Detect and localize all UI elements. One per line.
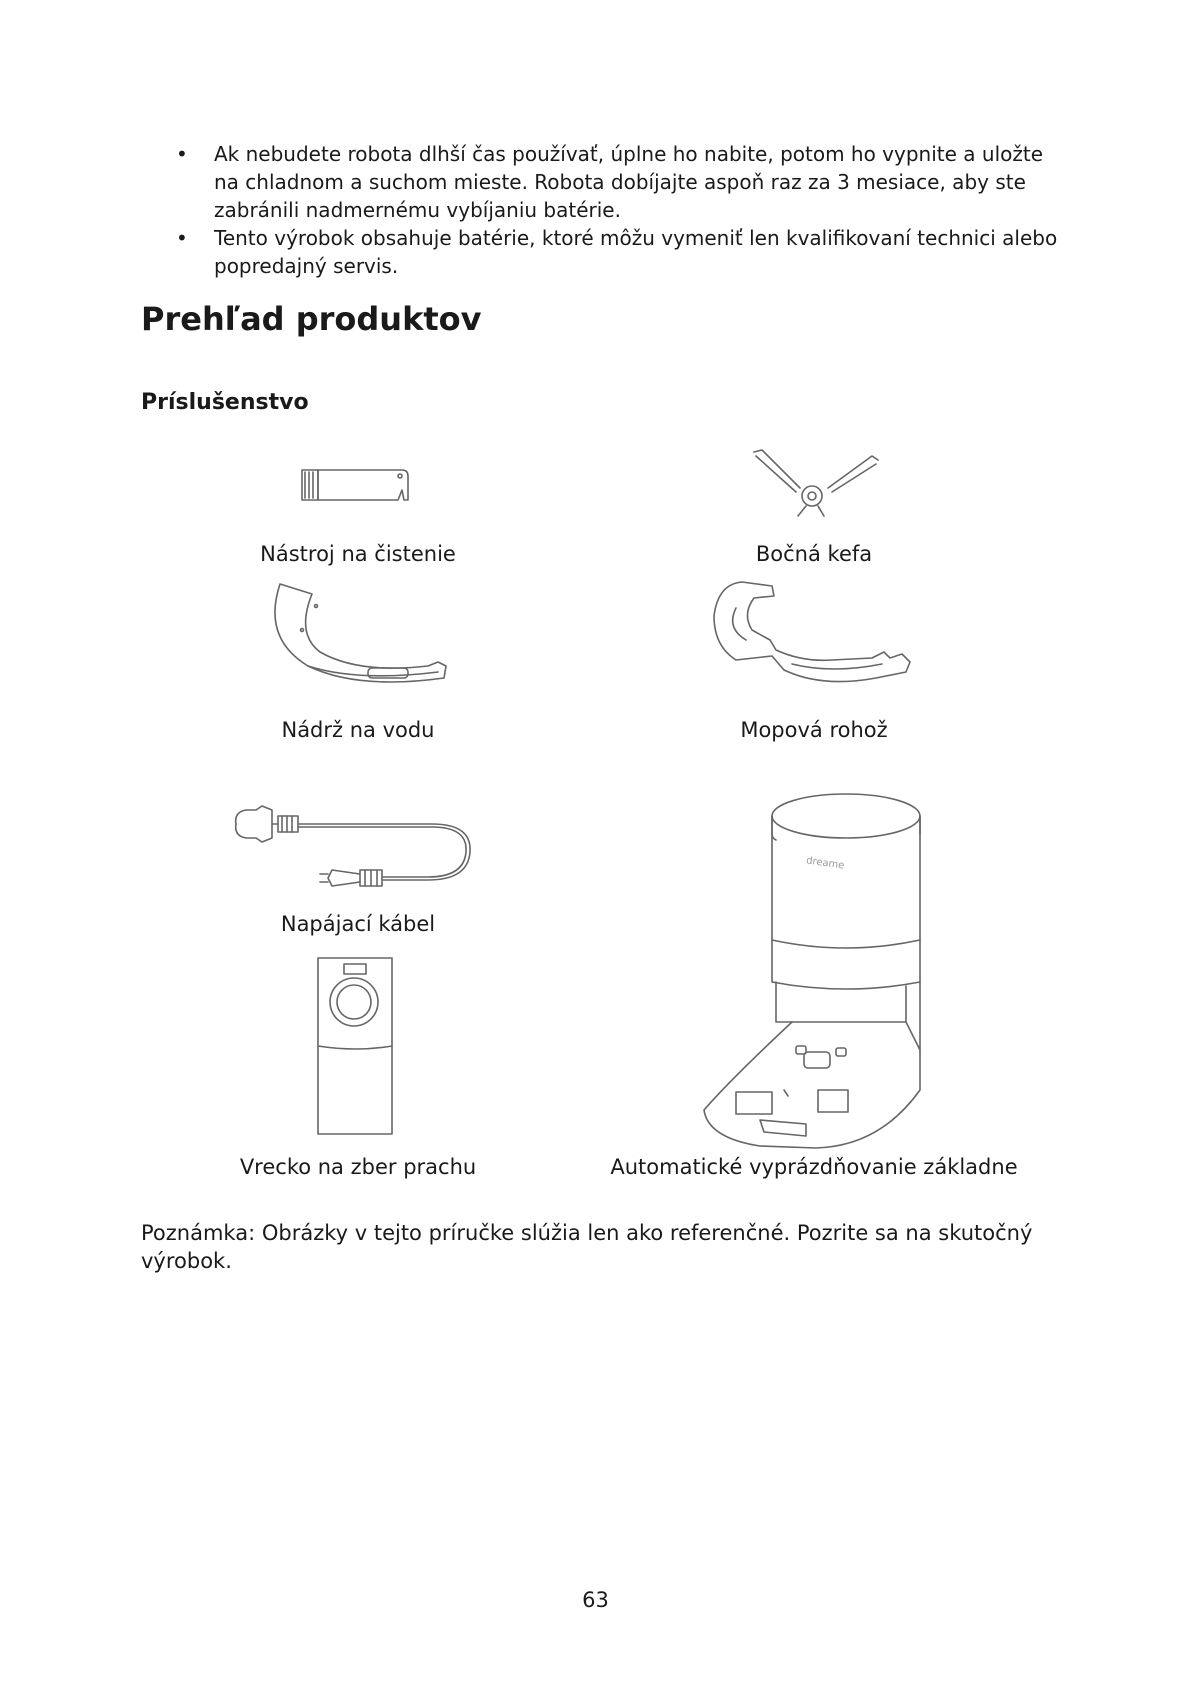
page-number: 63: [582, 1588, 609, 1612]
side-brush-illustration: [752, 448, 882, 520]
bullet-text: Tento výrobok obsahuje batérie, ktoré môžu vymeniť len kvalifikovaní technici alebo popredajný servis.: [214, 226, 1058, 278]
mop-mat-illustration: [712, 578, 912, 692]
caption-cleaning-tool: Nástroj na čistenie: [260, 542, 456, 566]
power-cable-illustration: [232, 804, 478, 896]
reference-note: Poznámka: Obrázky v tejto príručke slúžia len ako referenčné. Pozrite sa na skutočný výrobok.: [141, 1221, 1033, 1273]
base-logo: dreame: [805, 855, 846, 872]
bullet-item: [160, 140, 1060, 224]
caption-power-cable: Napájací kábel: [280, 912, 436, 936]
bullet-symbol: •: [176, 226, 188, 250]
section-heading: Prehľad produktov: [141, 300, 482, 338]
subsection-heading: Príslušenstvo: [141, 390, 309, 415]
battery-bullet-list: [160, 140, 1060, 280]
bullet-item: [160, 224, 1060, 280]
caption-water-tank: Nádrž na vodu: [281, 718, 435, 742]
caption-auto-empty-base: Automatické vyprázdňovanie základne: [610, 1155, 1018, 1179]
dust-bag-illustration: [316, 956, 396, 1136]
caption-mop-mat: Mopová rohož: [740, 718, 888, 742]
cleaning-tool-illustration: [300, 466, 412, 506]
bullet-symbol: •: [176, 142, 188, 166]
caption-dust-bag: Vrecko na zber prachu: [239, 1155, 477, 1179]
bullet-text: Ak nebudete robota dlhší čas používať, úplne ho nabite, potom ho vypnite a uložte na chladnom a suchom mieste. Robota dobíjajte aspoň raz za 3 mesiace, aby ste zabránili nadmernému vybíjaniu batérie.: [214, 142, 1044, 222]
auto-empty-base-illustration: [700, 790, 924, 1150]
caption-side-brush: Bočná kefa: [755, 542, 873, 566]
water-tank-illustration: [268, 582, 452, 692]
